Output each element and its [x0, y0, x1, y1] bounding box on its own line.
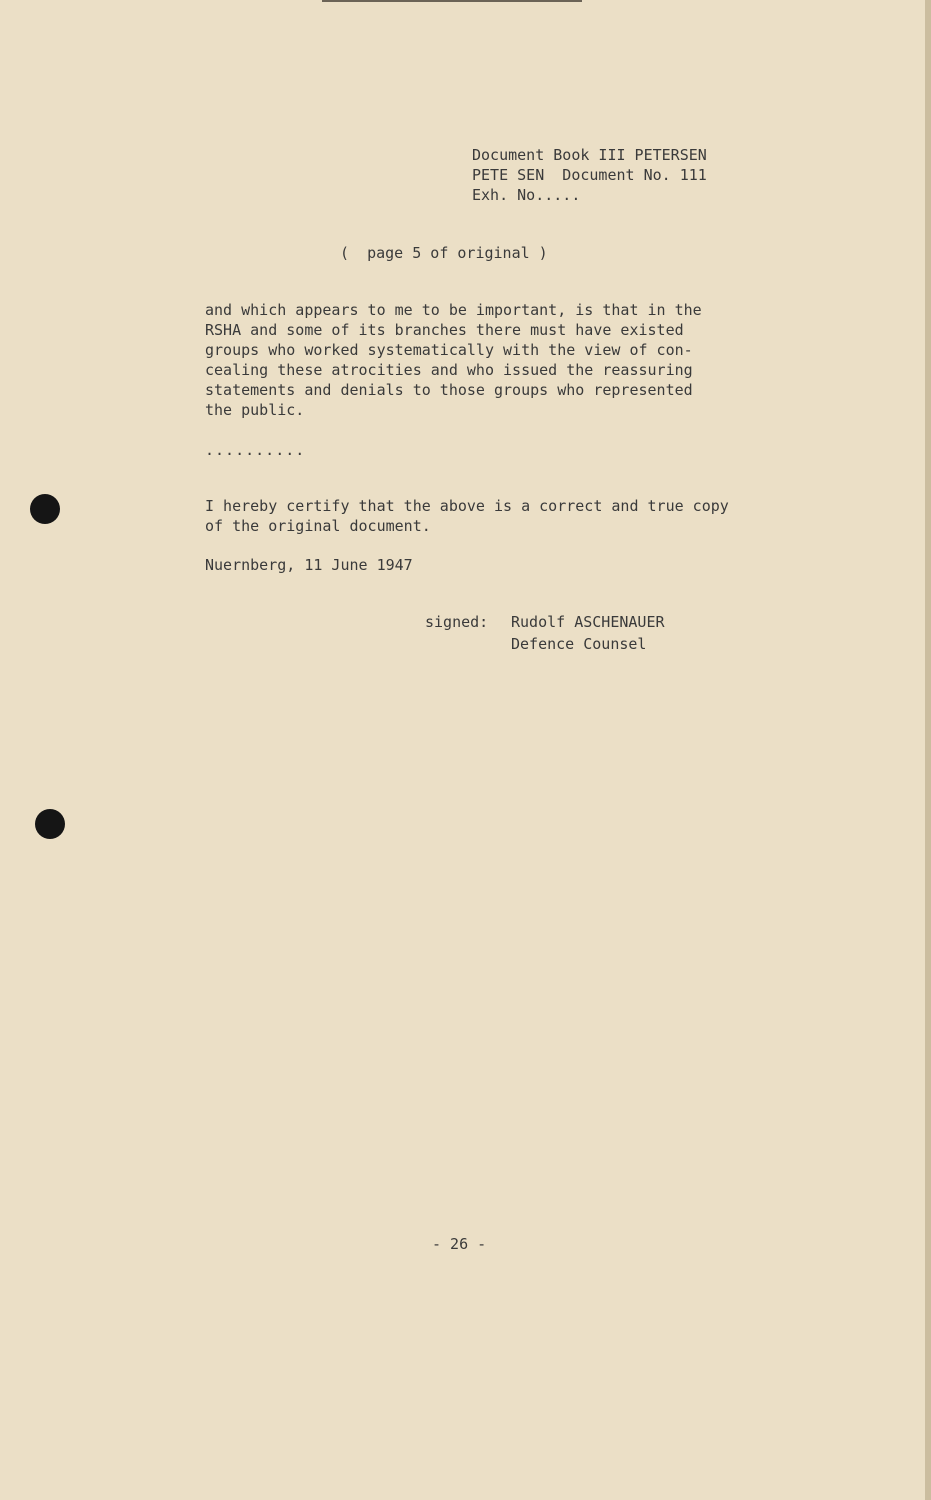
- signatory-title: Defence Counsel: [511, 635, 647, 653]
- body-paragraph: [205, 300, 745, 420]
- place-and-date: Nuernberg, 11 June 1947: [205, 556, 413, 574]
- certification-line: of the original document.: [205, 517, 431, 535]
- document-header: [472, 145, 707, 205]
- signature-block: [425, 611, 665, 655]
- punch-hole-top: [30, 494, 60, 524]
- paper-edge: [925, 0, 931, 1500]
- body-line: RSHA and some of its branches there must have existed: [205, 321, 684, 339]
- body-line: and which appears to me to be important, is that in the: [205, 301, 702, 319]
- page-number: - 26 -: [432, 1235, 487, 1253]
- page-reference: ( page 5 of original ): [340, 244, 548, 262]
- body-line: the public.: [205, 401, 305, 419]
- certification-statement: [205, 496, 729, 536]
- signature-label: signed:: [425, 613, 489, 631]
- header-line-doc-number: PETE SEN Document No. 111: [472, 166, 707, 184]
- punch-hole-bottom: [35, 809, 65, 839]
- body-line: groups who worked systematically with the view of con-: [205, 341, 693, 359]
- body-line: statements and denials to those groups who represented: [205, 381, 693, 399]
- top-edge-mark: [322, 0, 582, 2]
- certification-line: I hereby certify that the above is a correct and true copy: [205, 497, 729, 515]
- header-line-book: Document Book III PETERSEN: [472, 146, 707, 164]
- signatory-name: Rudolf ASCHENAUER: [511, 613, 665, 631]
- body-line: cealing these atrocities and who issued the reassuring: [205, 361, 693, 379]
- omission-dots: ..........: [205, 441, 306, 459]
- header-line-exhibit: Exh. No.....: [472, 186, 581, 204]
